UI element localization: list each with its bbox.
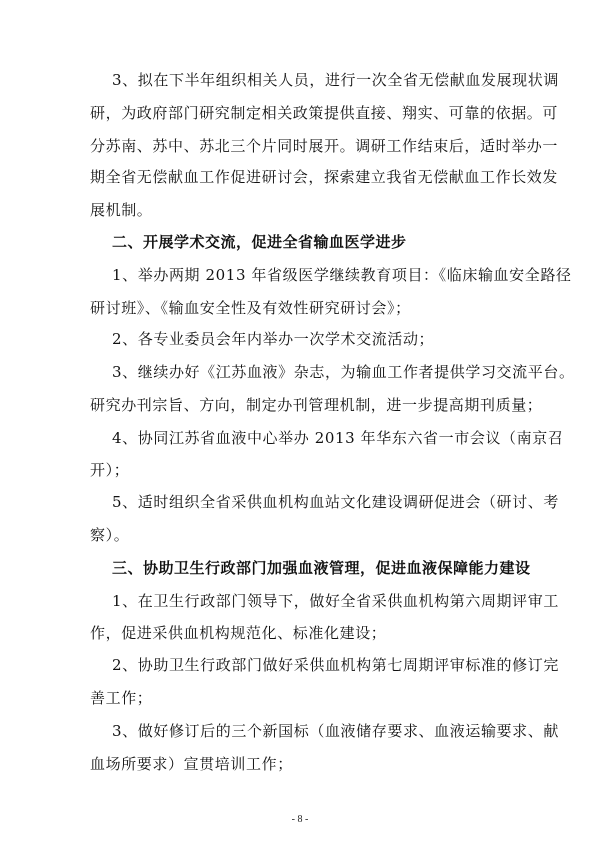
paragraph-line: 开）； xyxy=(90,461,130,479)
section-heading: 三、协助卫生行政部门加强血液管理，促进血液保障能力建设 xyxy=(112,559,531,577)
paragraph-line: 研讨班》、《输血安全性及有效性研究研讨会》； xyxy=(90,299,411,317)
section-heading: 二、开展学术交流，促进全省输血医学进步 xyxy=(112,233,407,251)
paragraph-line: 研究办刊宗旨、方向，制定办刊管理机制，进一步提高期刊质量； xyxy=(90,396,543,414)
paragraph-line: 1、在卫生行政部门领导下，做好全省采供血机构第六周期评审工 xyxy=(112,592,559,610)
paragraph-line: 3、继续办好《江苏血液》杂志，为输血工作者提供学习交流平台。 xyxy=(112,363,575,381)
paragraph-line: 展机制。 xyxy=(90,201,153,219)
paragraph-line: 1、举办两期 2013 年省级医学继续教育项目：《临床输血安全路径 xyxy=(112,266,572,284)
paragraph-line: 2、协助卫生行政部门做好采供血机构第七周期评审标准的修订完 xyxy=(112,656,559,674)
paragraph-line: 2、各专业委员会年内举办一次学术交流活动； xyxy=(112,330,435,348)
paragraph-line: 善工作； xyxy=(90,689,153,707)
paragraph-line: 察）。 xyxy=(90,526,130,544)
paragraph-line: 5、适时组织全省采供血机构血站文化建设调研促进会（研讨、考 xyxy=(112,493,559,511)
paragraph-line: 3、做好修订后的三个新国标（血液储存要求、血液运输要求、献 xyxy=(112,722,559,740)
paragraph-line: 研，为政府部门研究制定相关政策提供直接、翔实、可靠的依据。可 xyxy=(90,104,559,122)
paragraph-line: 分苏南、苏中、苏北三个片同时展开。调研工作结束后，适时举办一 xyxy=(90,137,559,155)
paragraph-line: 血场所要求）宣贯培训工作； xyxy=(90,755,293,773)
page-number: - 8 - xyxy=(291,814,309,825)
paragraph-line: 作，促进采供血机构规范化、标准化建设； xyxy=(90,624,387,642)
paragraph-line: 3、拟在下半年组织相关人员，进行一次全省无偿献血发展现状调 xyxy=(112,71,559,89)
paragraph-line: 期全省无偿献血工作促进研讨会，探索建立我省无偿献血工作长效发 xyxy=(90,168,559,186)
paragraph-line: 4、协同江苏省血液中心举办 2013 年华东六省一市会议（南京召 xyxy=(112,429,564,447)
